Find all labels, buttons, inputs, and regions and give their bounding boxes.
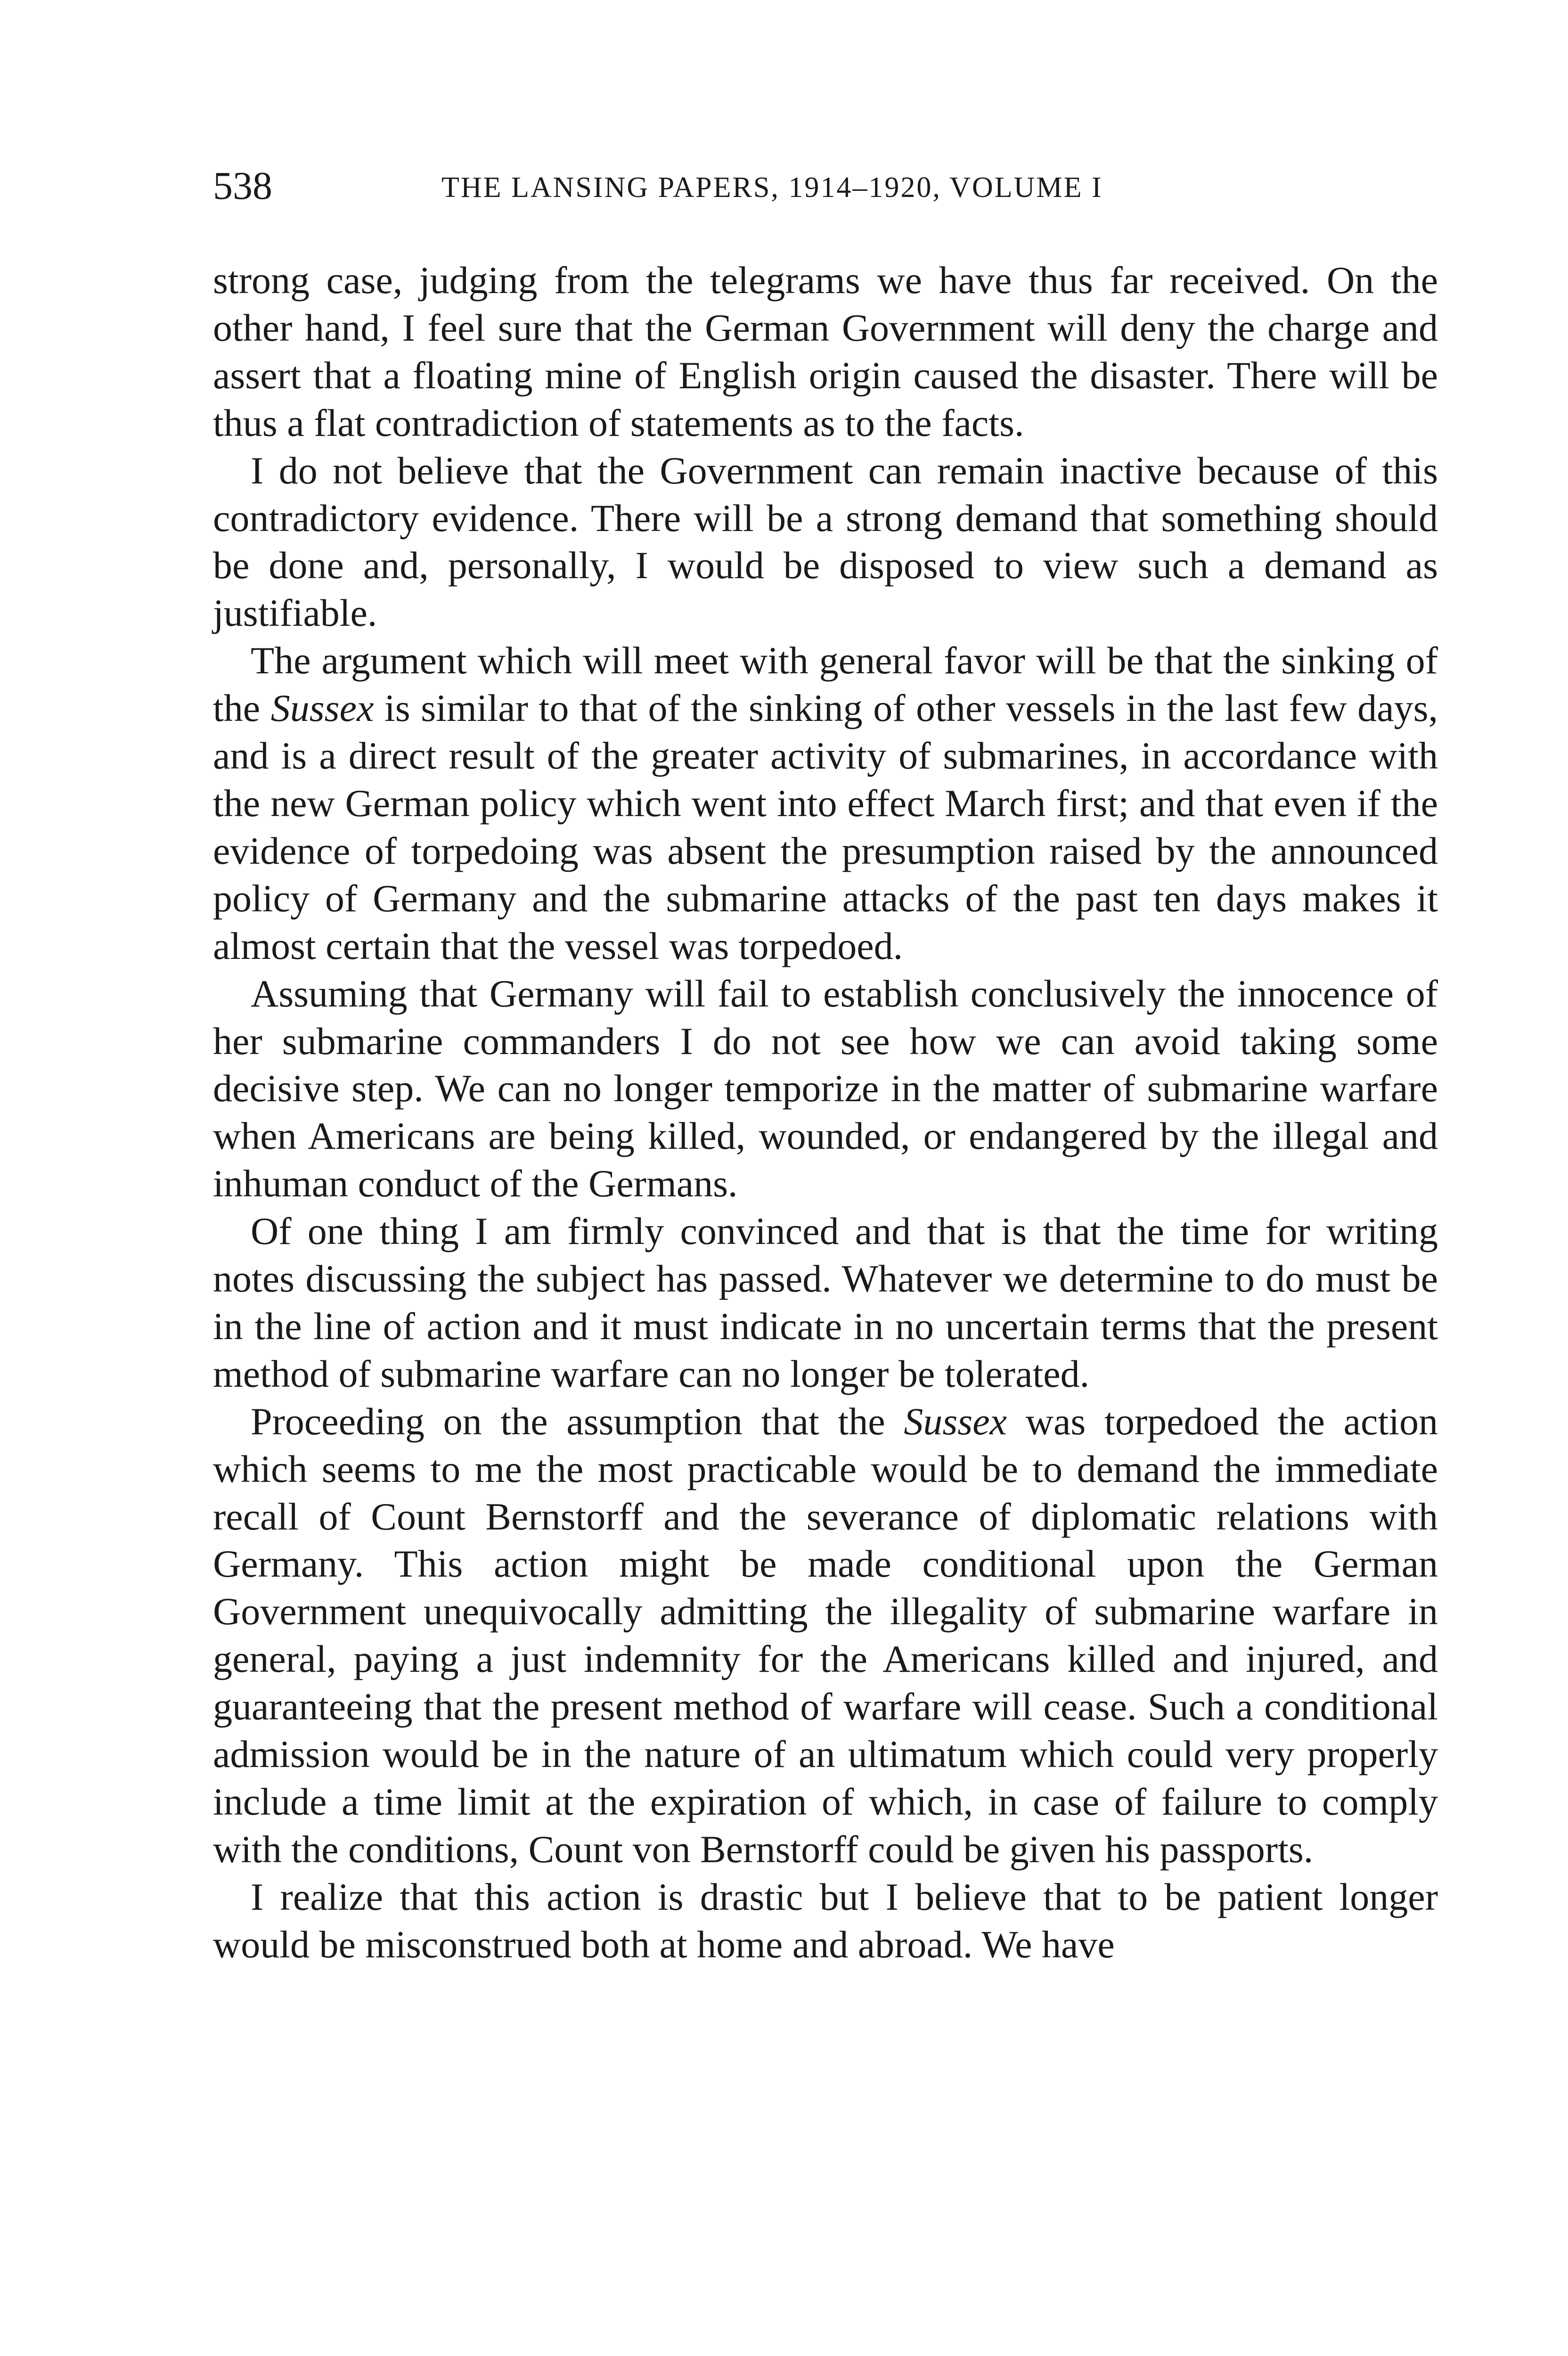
running-title: THE LANSING PAPERS, 1914–1920, VOLUME I: [441, 172, 1103, 204]
paragraph-3-text-after: is similar to that of the sinking of other vessels in the last few days, and is a direct result of the greater activity of submarines, in accordance with the new German policy which went into effect March first; and that even if the evidence of torpedoing was absent the presumption raised by the announced policy of Germany and the submarine attacks of the past ten days makes it almost certain that the vessel was torpedoed.: [213, 687, 1438, 967]
ship-name-sussex: Sussex: [904, 1399, 1007, 1443]
paragraph-5: Of one thing I am firmly convinced and that is that the time for writing notes discussing the subject has passed. Whatever we determine to do must be in the line of action and it must indicate in no uncertain terms that the present method of submarine warfare can no longer be tolerated.: [213, 1210, 1438, 1395]
paragraph-3: [213, 637, 1438, 970]
paragraph-4: Assuming that Germany will fail to establish conclusively the innocence of her submarine commanders I do not see how we can avoid taking some decisive step. We can no longer temporize in the matter of submarine warfare when Americans are being killed, wounded, or endangered by the illegal and inhuman conduct of the Germans.: [213, 972, 1438, 1205]
ship-name-sussex: Sussex: [270, 687, 374, 730]
paragraph-2: I do not believe that the Government can remain inactive because of this contradictory evidence. There will be a strong demand that something should be done and, personally, I would be disposed to view such a demand as justifiable.: [213, 449, 1438, 635]
paragraph-6-text-before: Proceeding on the assumption that the: [251, 1399, 904, 1443]
paragraph-3-text-before: The argument which will meet with general favor will be that the sinking of the: [213, 639, 1438, 730]
page-header: [213, 160, 1438, 212]
paragraph-7: I realize that this action is drastic but I believe that to be patient longer would be misconstrued both at home and abroad. We have: [213, 1875, 1438, 1966]
body-text: [213, 257, 1438, 1969]
paragraph-1: strong case, judging from the telegrams we have thus far received. On the other hand, I feel sure that the German Government will deny the charge and assert that a floating mine of English origin caused the disaster. There will be thus a flat contradiction of statements as to the facts.: [213, 259, 1438, 444]
page-number: 538: [213, 164, 272, 208]
paragraph-6: [213, 1398, 1438, 1873]
paragraph-6-text-after: was torpedoed the action which seems to me the most practicable would be to demand the immediate recall of Count Bernstorff and the severance of diplomatic relations with Germany. This action might be made conditional upon the German Government unequivocally admitting the illegality of submarine warfare in general, paying a just indemnity for the Americans killed and injured, and guaranteeing that the present method of warfare will cease. Such a conditional admission would be in the nature of an ultimatum which could very properly include a time limit at the expiration of which, in case of failure to comply with the conditions, Count von Bernstorff could be given his passports.: [213, 1399, 1438, 1871]
